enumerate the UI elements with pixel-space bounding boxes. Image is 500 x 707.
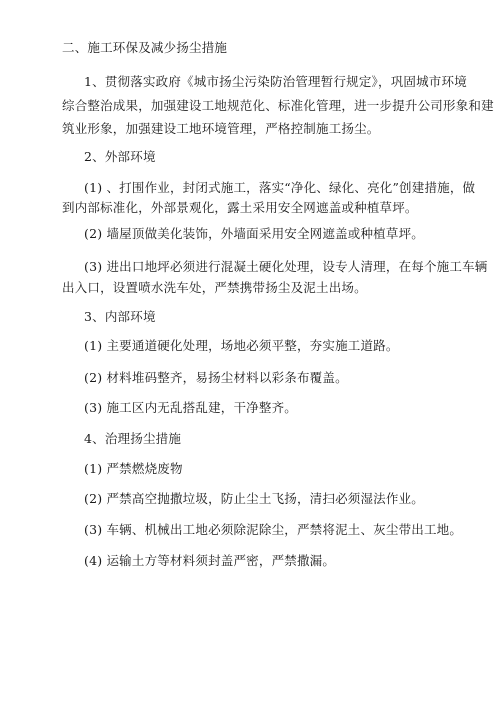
internal-item-3: (3) 施工区内无乱搭乱建，干净整齐。	[84, 400, 297, 415]
internal-item-1: (1) 主要通道硬化处理，场地必须平整，夯实施工道路。	[84, 338, 399, 353]
subheading-external-environment: 2、外部环境	[84, 149, 156, 164]
external-item-3-line-2: 出入口，设置喷水洗车处，严禁携带扬尘及泥土出场。	[62, 280, 367, 295]
subheading-internal-environment: 3、内部环境	[84, 309, 156, 324]
internal-item-2: (2) 材料堆码整齐，易扬尘材料以彩条布覆盖。	[84, 370, 348, 385]
dust-item-3: (3) 车辆、机械出工地必须除泥除尘，严禁将泥土、灰尘带出工地。	[84, 522, 463, 537]
dust-item-1: (1) 严禁燃烧废物	[84, 461, 183, 476]
paragraph-1-line-3: 筑业形象，加强建设工地环境管理，严格控制施工扬尘。	[62, 121, 380, 136]
paragraph-1-line-2: 综合整治成果，加强建设工地规范化、标准化管理，进一步提升公司形象和建	[62, 98, 494, 113]
paragraph-1-line-1: 1、贯彻落实政府《城市扬尘污染防治管理暂行规定》，巩固城市环境	[84, 74, 467, 89]
dust-item-4: (4) 运输土方等材料须封盖严密，严禁撒漏。	[84, 553, 336, 568]
external-item-3-line-1: (3) 进出口地坪必须进行混凝土硬化处理，设专人清理，在每个施工车辆	[84, 259, 488, 274]
section-title: 二、施工环保及减少扬尘措施	[62, 40, 228, 55]
dust-item-2: (2) 严禁高空抛撒垃圾，防止尘土飞扬，清扫必须湿法作业。	[84, 491, 424, 506]
external-item-1-line-2: 到内部标准化，外部景观化，露土采用安全网遮盖或种植草坪。	[62, 200, 418, 215]
subheading-dust-control-measures: 4、治理扬尘措施	[84, 431, 182, 446]
external-item-2: (2) 墙屋顶做美化装饰，外墙面采用安全网遮盖或种植草坪。	[84, 226, 424, 241]
external-item-1-line-1: (1) 、打围作业，封闭式施工，落实“净化、绿化、亮化”创建措施，做	[84, 180, 476, 195]
